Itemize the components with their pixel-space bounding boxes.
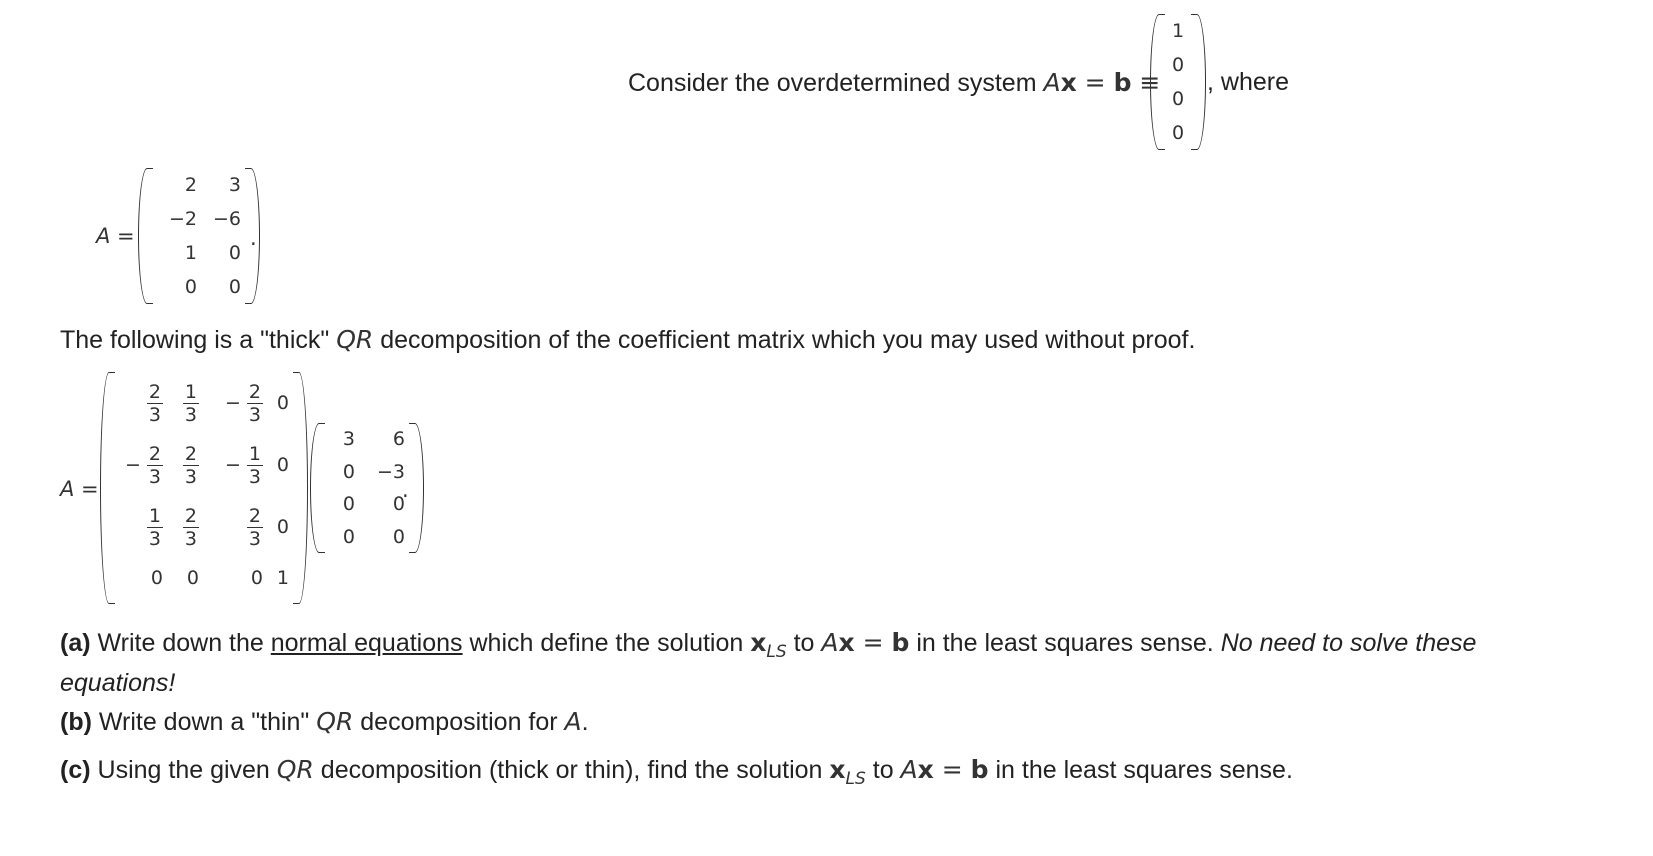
fraction (183, 505, 199, 550)
R-matrix-entry: −3 (376, 460, 405, 483)
A-matrix (138, 168, 260, 304)
thick-after: decomposition of the coefficient matrix which you may used without proof. (373, 326, 1196, 354)
Q-matrix-entry (277, 454, 289, 476)
denominator: 3 (148, 527, 161, 550)
part-c (60, 755, 1293, 789)
b-vector-entry: 0 (1171, 54, 1185, 76)
part-a-text2: which define the solution (462, 629, 751, 657)
Q-value: 0 (276, 516, 289, 538)
part-c-text1: Using the given (90, 756, 277, 784)
eq-def: ≡ (1131, 68, 1161, 97)
fraction (147, 505, 163, 550)
R-matrix-entry: 0 (342, 493, 355, 516)
A-label: A = (96, 224, 135, 248)
part-a-text1: Write down the (90, 629, 271, 657)
part-c-b: b (970, 755, 989, 784)
fraction (247, 381, 263, 426)
part-c-qr: QR (276, 755, 314, 784)
part-b-text2: decomposition for (353, 708, 565, 736)
fraction (147, 381, 163, 426)
eq-equals: = (1076, 68, 1114, 97)
Q-matrix-entry (177, 505, 199, 550)
Q-value: 0 (276, 454, 289, 476)
Q-matrix-entry (177, 443, 199, 488)
part-c-A: A (900, 755, 918, 784)
denominator: 3 (184, 527, 197, 550)
part-c-text3: to (865, 756, 901, 784)
part-a-text3: to (786, 629, 822, 657)
denominator: 3 (248, 527, 261, 550)
part-b (60, 707, 589, 737)
A-matrix-entry: 0 (228, 242, 241, 264)
thick-before: The following is a "thick" (60, 326, 337, 354)
Q-matrix-entry (241, 505, 263, 550)
part-c-x-ls: x (829, 755, 846, 784)
part-b-label: (b) (60, 708, 92, 736)
x-ls-sub: LS (766, 642, 787, 662)
Q-value: 1 (276, 567, 289, 589)
fraction (247, 443, 263, 488)
Q-sign: − (124, 453, 141, 476)
denominator: 3 (248, 403, 261, 426)
part-a-text4: in the least squares sense. (909, 629, 1221, 657)
part-a-italic1: No need to solve these (1220, 629, 1477, 657)
thick-qr-line (60, 325, 1195, 355)
fraction (147, 443, 163, 488)
b-vector-entry: 0 (1171, 88, 1185, 110)
Q-matrix-entry (277, 392, 289, 414)
intro-after: , where (1207, 68, 1289, 96)
A-matrix-entry: −6 (212, 208, 241, 230)
R-matrix-entry: 3 (342, 428, 355, 451)
part-c-text2: decomposition (thick or thin), find the solution (313, 756, 830, 784)
thick-qr: QR (336, 325, 374, 354)
x-ls: x (750, 628, 767, 657)
part-a-line2: equations! (60, 669, 176, 697)
part-b-A: A (564, 707, 582, 736)
denominator: 3 (248, 465, 261, 488)
Q-value: 0 (186, 567, 199, 589)
intro-line (628, 68, 1160, 98)
A-matrix-entry: 1 (184, 242, 197, 264)
A-matrix-entry: 0 (184, 276, 197, 298)
denominator: 3 (148, 403, 161, 426)
A-matrix-entry: 3 (228, 174, 241, 196)
denominator: 3 (184, 465, 197, 488)
Q-label: A = (60, 477, 99, 501)
part-a-A: A (821, 628, 839, 657)
part-b-text1: Write down a "thin" (91, 708, 317, 736)
part-a-label: (a) (60, 629, 91, 657)
Q-matrix-entry (251, 567, 263, 589)
fraction (183, 443, 199, 488)
Q-matrix (100, 372, 308, 604)
Q-sign: − (224, 391, 241, 414)
eq-x: x (1060, 68, 1077, 97)
Q-value: 0 (150, 567, 163, 589)
R-matrix-entry: 0 (392, 493, 405, 516)
Q-value: 0 (276, 392, 289, 414)
part-c-text4: in the least squares sense. (988, 756, 1293, 784)
R-matrix-entry: 0 (342, 460, 355, 483)
part-a-x: x (838, 628, 855, 657)
Q-matrix-entry (277, 516, 289, 538)
numerator: 1 (248, 442, 261, 465)
numerator: 2 (148, 380, 161, 403)
eq-b: b (1113, 68, 1132, 97)
Q-matrix-entry (225, 443, 263, 488)
part-c-label: (c) (60, 756, 91, 784)
A-period: . (250, 226, 257, 250)
intro-text: Consider the overdetermined system (628, 69, 1044, 97)
Q-matrix-entry (151, 567, 163, 589)
part-c-x-ls-sub: LS (845, 769, 866, 789)
fraction (183, 381, 199, 426)
normal-equations-link[interactable]: normal equations (270, 629, 463, 657)
part-a-b: b (891, 628, 910, 657)
R-period: . (402, 478, 409, 502)
Q-matrix-entry (141, 505, 163, 550)
R-matrix-entry: 6 (392, 428, 405, 451)
fraction (247, 505, 263, 550)
Q-sign: − (224, 453, 241, 476)
numerator: 2 (248, 380, 261, 403)
b-vector-entry: 0 (1171, 122, 1185, 144)
R-matrix-entry: 0 (392, 525, 405, 548)
denominator: 3 (148, 465, 161, 488)
numerator: 2 (184, 504, 197, 527)
part-b-text3: . (581, 708, 589, 736)
part-a-eq: = (854, 628, 892, 657)
Q-value: 0 (250, 567, 263, 589)
numerator: 1 (184, 380, 197, 403)
A-matrix-entry: −2 (168, 208, 197, 230)
part-a (60, 628, 1476, 662)
b-vector-entry: 1 (1171, 20, 1185, 42)
numerator: 2 (184, 442, 197, 465)
A-matrix-entry: 0 (228, 276, 241, 298)
eq-A: A (1043, 68, 1061, 97)
part-c-x: x (917, 755, 934, 784)
Q-matrix-entry (225, 381, 263, 426)
A-matrix-entry: 2 (184, 174, 197, 196)
Q-matrix-entry (141, 381, 163, 426)
R-matrix-entry: 0 (342, 525, 355, 548)
Q-matrix-entry (187, 567, 199, 589)
Q-matrix-entry (125, 443, 163, 488)
denominator: 3 (184, 403, 197, 426)
numerator: 1 (148, 504, 161, 527)
part-c-eq: = (933, 755, 971, 784)
Q-matrix-entry (277, 567, 289, 589)
Q-matrix-entry (177, 381, 199, 426)
numerator: 2 (148, 442, 161, 465)
b-vector (1150, 14, 1206, 150)
part-b-qr: QR (316, 707, 354, 736)
numerator: 2 (248, 504, 261, 527)
